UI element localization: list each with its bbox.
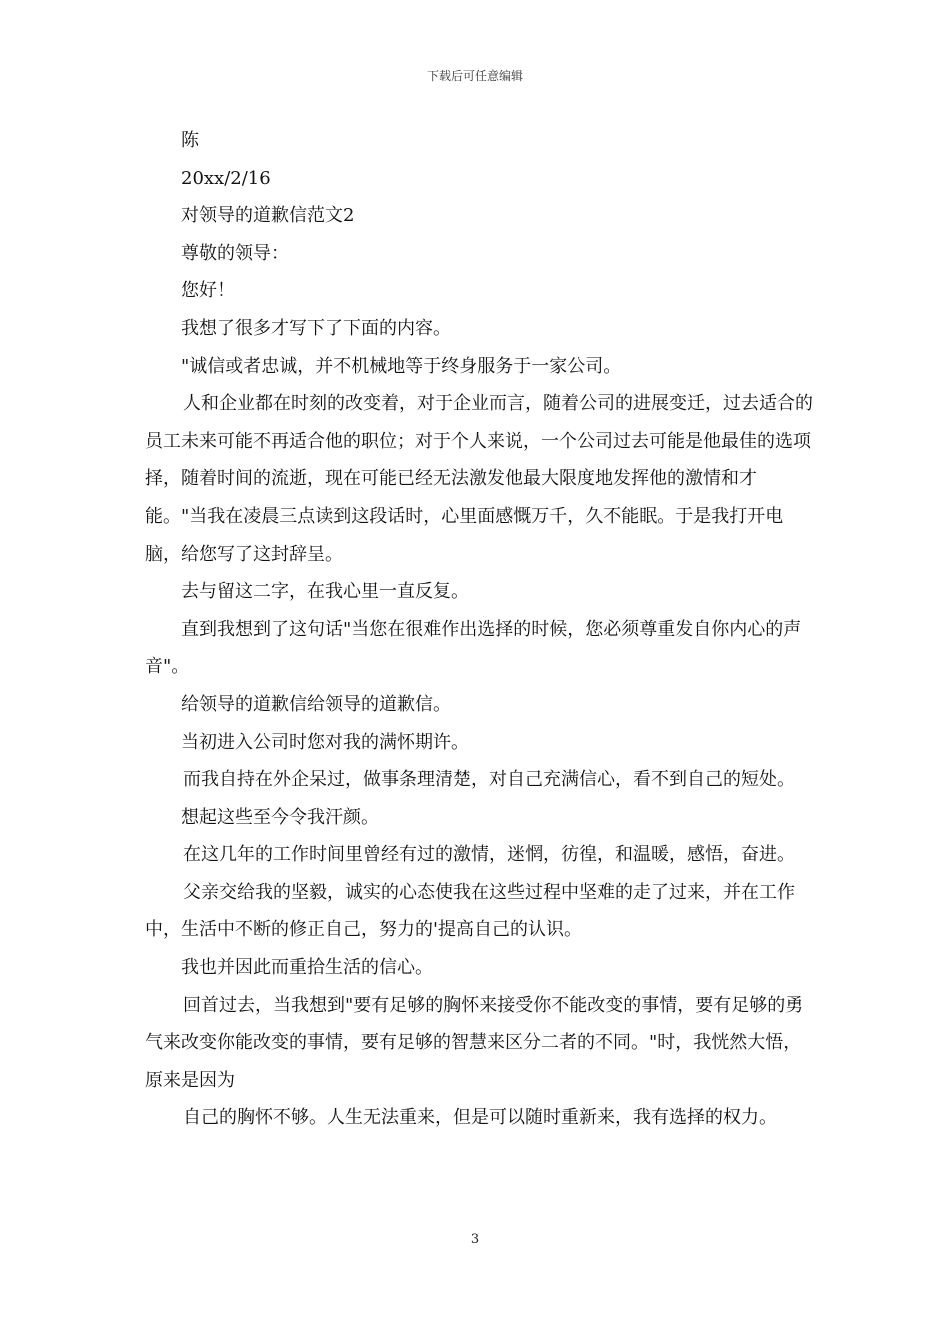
paragraph: 父亲交给我的坚毅，诚实的心态使我在这些过程中坚难的走了过来，并在工作中，生活中不断的修正自己，努力的'提高自己的认识。 — [145, 881, 795, 941]
page-header: 下载后可任意编辑 — [426, 69, 523, 83]
salutation: 尊敬的领导： — [181, 242, 289, 264]
paragraph: 给领导的道歉信给领导的道歉信。 — [181, 693, 451, 715]
paragraph: 回首过去，当我想到"要有足够的胸怀来接受你不能改变的事情，要有足够的勇气来改变你能改变的事情，要有足够的智慧来区分二者的不同。"时，我恍然大悟，原来是因为 — [145, 994, 804, 1091]
greeting: 您好！ — [181, 280, 235, 302]
paragraph: 在这几年的工作时间里曾经有过的激情，迷惘，彷徨，和温暖，感悟，奋进。 — [183, 844, 795, 866]
paragraph: "诚信或者忠诚，并不机械地等于终身服务于一家公司。 — [181, 355, 622, 377]
paragraph: 我想了很多才写下了下面的内容。 — [181, 317, 451, 339]
section-title: 对领导的道歉信范文2 — [181, 205, 355, 227]
signature-name: 陈 — [181, 130, 199, 151]
paragraph: 我也并因此而重拾生活的信心。 — [181, 957, 433, 979]
paragraph: 直到我想到了这句话"当您在很难作出选择的时候，您必须尊重发自你内心的声音"。 — [145, 618, 802, 678]
paragraph: 而我自持在外企呆过，做事条理清楚，对自己充满信心，看不到自己的短处。 — [183, 769, 795, 791]
paragraph: 人和企业都在时刻的改变着，对于企业而言，随着公司的进展变迁，过去适合的员工未来可能不再适合他的职位；对于个人来说，一个公司过去可能是他最佳的选项择，随着时间的流逝，现在可能已经无法激发他最大限度地发挥他的激情和才能。"当我在凌晨三点读到这段话时，心里面感慨万千，久不能眠。于是我打开电脑，给您写了这封辞呈。 — [145, 393, 813, 565]
signature-date: 20xx/2/16 — [181, 167, 271, 189]
paragraph: 想起这些至今令我汗颜。 — [181, 806, 379, 828]
page-number: 3 — [470, 1232, 480, 1247]
paragraph: 去与留这二字，在我心里一直反复。 — [181, 581, 469, 603]
document-body — [145, 122, 817, 1137]
paragraph: 当初进入公司时您对我的满怀期许。 — [181, 731, 469, 753]
paragraph: 自己的胸怀不够。人生无法重来，但是可以随时重新来，我有选择的权力。 — [183, 1107, 777, 1129]
